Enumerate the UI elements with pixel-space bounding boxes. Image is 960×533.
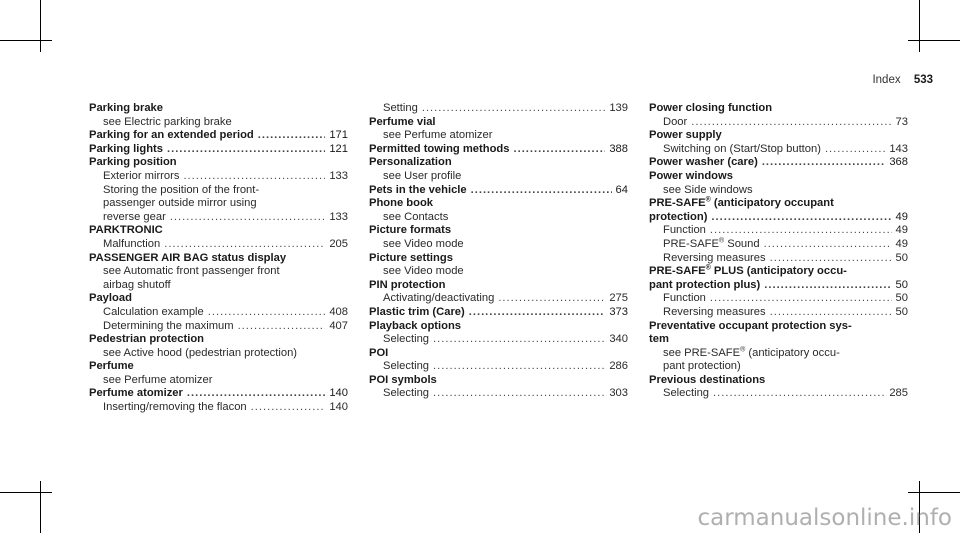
entry-sub[interactable]: see Contacts [383,210,449,223]
registered-mark: ® [705,264,711,272]
page-ref: 64 [615,183,628,196]
index-entry [369,197,628,224]
index-entry [89,252,348,293]
entry-sub[interactable]: see Perfume atomizer [103,373,213,386]
index-entry [369,320,628,347]
entry-sub[interactable]: Malfunction ..... 205 [89,238,348,252]
entry-title: POI symbols [369,373,437,386]
page-ref: 121 [329,142,348,155]
entry-sub[interactable]: Selecting ..... 303 [369,387,628,401]
entry-sub: passenger outside mirror using [103,197,257,210]
registered-mark: ® [718,237,725,245]
index-entry [89,292,348,333]
page-header [872,74,933,86]
page-ref: 407 [329,319,348,332]
index-column-1 [89,102,348,415]
index-entry [649,129,908,156]
index-entry [89,102,348,129]
page-ref: 340 [609,333,628,346]
entry-title[interactable]: protection) ..... 49 [649,211,908,225]
entry-title: Power closing function [649,102,773,114]
entry-title: POI [369,346,389,359]
entry-title: Previous destinations [649,373,766,386]
entry-title[interactable]: Power washer (care) ..... 368 [649,156,908,170]
page-ref: 50 [895,292,908,305]
entry-sub[interactable]: see Video mode [383,265,464,278]
entry-sub[interactable]: see PRE-SAFE® (anticipatory occu- [663,345,840,359]
entry-title: tem [649,333,669,346]
entry-title: Parking brake [89,102,163,114]
entry-title: Personalization [369,156,452,169]
page-ref: 50 [895,251,908,264]
index-column-2 [369,102,628,401]
entry-sub[interactable]: Selecting ..... 286 [369,360,628,374]
entry-sub[interactable]: see Active hood (pedestrian protection) [103,346,298,359]
entry-title: Pedestrian protection [89,333,205,346]
index-entry [369,306,628,320]
entry-sub: Storing the position of the front- [103,183,260,196]
entry-sub[interactable]: see User profile [383,169,462,182]
entry-sub[interactable]: Calculation example ..... 408 [89,306,348,320]
page-ref: 286 [609,360,628,373]
crop-mark [908,492,960,493]
page-ref: 285 [889,387,908,400]
page-ref: 49 [895,237,908,250]
page-ref: 139 [609,102,628,114]
page-ref: 143 [889,142,908,155]
crop-mark [919,0,920,52]
entry-sub[interactable]: Exterior mirrors ..... 133 [89,170,348,184]
entry-sub[interactable]: see Perfume atomizer [383,129,493,142]
entry-sub[interactable]: Setting ..... 139 [369,102,628,116]
entry-title: PIN protection [369,278,446,291]
page-ref: 373 [609,305,628,318]
entry-sub[interactable]: Reversing measures ..... 50 [649,306,908,320]
index-entry [369,252,628,279]
page-number: 533 [913,74,933,86]
page-ref: 73 [895,115,908,128]
index-entry [89,129,348,143]
entry-title: Payload [89,292,132,305]
entry-sub[interactable]: reverse gear ..... 133 [89,211,348,225]
index-entry [649,374,908,401]
index-entry [649,197,908,265]
registered-mark: ® [740,345,746,353]
crop-mark [908,40,960,41]
entry-title[interactable]: Permitted towing methods ..... 388 [369,143,628,157]
index-entry [89,360,348,387]
index-entry [369,156,628,183]
index-entry [649,156,908,170]
entry-sub[interactable]: Activating/deactivating ..... 275 [369,292,628,306]
index-entry [649,170,908,197]
crop-mark [0,40,52,41]
entry-title: Parking position [89,156,177,169]
crop-mark [40,0,41,52]
index-column-3 [649,102,908,401]
index-entry [369,102,628,116]
index-entry [369,279,628,306]
page-ref: 133 [329,169,348,182]
entry-title: Picture formats [369,224,452,237]
index-entry [369,143,628,157]
entry-title: Playback options [369,319,462,332]
registered-mark: ® [705,196,711,204]
page-ref: 49 [895,210,908,223]
page-ref: 49 [895,224,908,237]
entry-sub[interactable]: Door ..... 73 [649,116,908,130]
page-ref: 205 [329,237,348,250]
entry-title: Power supply [649,129,722,142]
entry-sub[interactable]: Function ..... 49 [649,224,908,238]
entry-title: PASSENGER AIR BAG status display [89,251,287,264]
page-ref: 368 [889,156,908,169]
index-entry [89,156,348,224]
crop-mark [40,481,41,533]
entry-title: PRE-SAFE® PLUS (anticipatory occu- [649,264,847,278]
page-ref: 140 [329,387,348,400]
page-ref: 303 [609,387,628,400]
entry-sub[interactable]: PRE-SAFE® Sound ..... 49 [649,238,908,252]
index-entry [89,143,348,157]
page-ref: 133 [329,210,348,223]
entry-sub[interactable]: Selecting ..... 285 [649,387,908,401]
entry-sub[interactable]: Switching on (Start/Stop button) ..... 143 [649,143,908,157]
entry-sub[interactable]: Reversing measures ..... 50 [649,252,908,266]
entry-title: Perfume [89,360,134,373]
entry-sub[interactable]: Function ..... 50 [649,292,908,306]
entry-title: Preventative occupant protection sys- [649,319,852,332]
entry-sub[interactable]: see Side windows [663,183,753,196]
entry-title[interactable]: Perfume atomizer ..... 140 [89,387,348,401]
index-entry [89,224,348,251]
entry-title: Power windows [649,169,733,182]
page-ref: 140 [329,401,348,414]
index-entry [369,347,628,374]
entry-sub[interactable]: airbag shutoff [103,278,171,291]
entry-sub[interactable]: see Electric parking brake [103,115,232,128]
index-entry [649,265,908,319]
entry-title: Picture settings [369,251,453,264]
index-entry [649,320,908,374]
index-entry [369,374,628,401]
page-ref: 275 [609,292,628,305]
entry-sub[interactable]: Determining the maximum ..... 407 [89,320,348,334]
entry-title[interactable]: Parking for an extended period ..... 171 [89,129,348,143]
entry-sub[interactable]: see Automatic front passenger front [103,265,280,278]
index-entry [89,387,348,414]
watermark: carmanualsonline.info [697,505,952,531]
page-ref: 388 [609,142,628,155]
header-label: Index [872,74,901,86]
index-entry [649,102,908,129]
index-entry [89,333,348,360]
page-ref: 50 [895,305,908,318]
index-entry [369,184,628,198]
index-entry [369,116,628,143]
entry-title[interactable]: pant protection plus) ..... 50 [649,279,908,293]
entry-sub[interactable]: see Video mode [383,237,464,250]
entry-sub[interactable]: Selecting ..... 340 [369,333,628,347]
entry-title: PARKTRONIC [89,224,163,237]
page-ref: 171 [329,129,348,142]
page-ref: 50 [895,278,908,291]
entry-sub[interactable]: Inserting/removing the flacon ..... 140 [89,401,348,415]
entry-title[interactable]: Parking lights ..... 121 [89,143,348,157]
index-entry [369,224,628,251]
entry-title[interactable]: Plastic trim (Care) ..... 373 [369,306,628,320]
entry-title: Perfume vial [369,115,436,128]
entry-title[interactable]: Pets in the vehicle ..... 64 [369,184,628,198]
crop-mark [0,492,52,493]
entry-sub[interactable]: pant protection) [663,360,741,373]
entry-title: Phone book [369,197,434,210]
entry-title: PRE-SAFE® (anticipatory occupant [649,196,834,210]
page-ref: 408 [329,305,348,318]
